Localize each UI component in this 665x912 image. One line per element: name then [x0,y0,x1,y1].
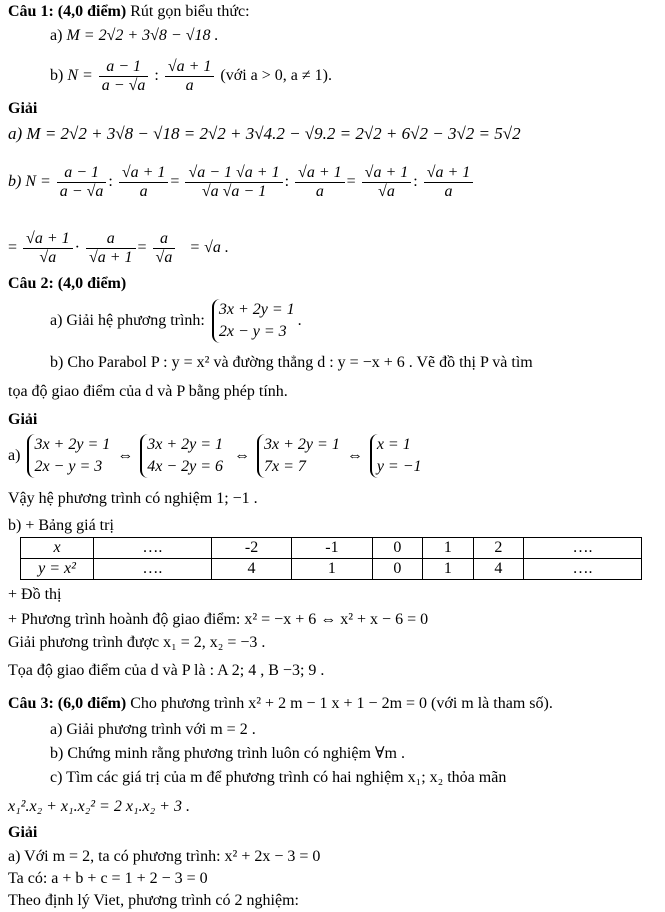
s1-part-b-line2: = $\frac{√a + 1}{√a}$ · $\frac{a}{√a + 1}$ = $\frac{a}{√a}$ = √a . [8,229,229,266]
s3-heading: Giải [8,824,38,841]
s2-heading: Giải [8,411,38,428]
s2-graph-label: + Đồ thị [8,586,62,603]
s2-points-line: Tọa độ giao điểm của d và P là : A 2; 4 , B −3; 9 . [8,662,325,679]
q1-part-a: a) M = 2√2 + 3√8 − √18 . [50,27,219,44]
s2-intersection-equation: + Phương trình hoành độ giao điểm: x² = −x + 6 ⇔ x² + x − 6 = 0 [8,611,429,628]
s3-line3: Theo định lý Viet, phương trình có 2 nghiệm: [8,892,299,909]
q3-part-b: b) Chứng minh rằng phương trình luôn có nghiệm ∀m . [50,745,405,762]
s1-heading: Giải [8,100,38,117]
q2-part-b-line1: b) Cho Parabol P : y = x² và đường thẳng d : y = −x + 6 . Vẽ đồ thị P và tìm [50,354,533,371]
s3-line2: Ta có: a + b + c = 1 + 2 − 3 = 0 [8,870,208,887]
q3-part-c-line1: c) Tìm các giá trị của m để phương trình có hai nghiệm x₁; x₂ thỏa mãn [50,769,507,786]
q1-heading: Câu 1: (4,0 điểm) Rút gọn biểu thức: [8,3,250,20]
q2-part-a: a) Giải hệ phương trình: 3x + 2y = 1 2x − y = 3 . [50,297,302,345]
s1-part-b-line1: b) N = $\frac{a - 1}{a - √a}$ : $\frac{√a + 1}{a}$ = $\frac{√a - 1 √a + 1}{√a √a - 1}$ : $\frac{√a + 1}{a}$ = $\frac{√a + 1}{√a}$ : $\frac{√a + 1}{a}$ [8,160,475,204]
s2-table-label: b) + Bảng giá trị [8,517,114,534]
s2-solve-line: Giải phương trình được x₁ = 2, x₂ = −3 . [8,634,266,651]
q3-part-a: a) Giải phương trình với m = 2 . [50,721,256,738]
s3-line1: a) Với m = 2, ta có phương trình: x² + 2x − 3 = 0 [8,848,321,865]
s2-part-a-system: a) 3x + 2y = 1 2x − y = 3 ⇔ 3x + 2y = 1 4x − 2y = 6 ⇔ 3x + 2y = 1 7x = 7 ⇔ x = 1 y = −1 [8,432,425,480]
s2-conclusion: Vậy hệ phương trình có nghiệm 1; −1 . [8,490,258,507]
q2-part-b-line2: tọa độ giao điểm của d và P bằng phép tính. [8,383,288,400]
q3-part-c-line2: x₁².x₂ + x₁.x₂² = 2 x₁.x₂ + 3 . [8,798,190,815]
q2-heading: Câu 2: (4,0 điểm) [8,275,127,292]
q3-heading: Câu 3: (6,0 điểm) Cho phương trình x² + 2 m − 1 x + 1 − 2m = 0 (với m là tham số). [8,695,553,712]
s1-part-a: a) M = 2√2 + 3√8 − √18 = 2√2 + 3√4.2 − √9.2 = 2√2 + 6√2 − 3√2 = 5√2 [8,124,521,143]
q1-part-b: b) N = $\frac{a - 1}{a - √a}$ : $\frac{√a + 1}{a}$ (với a > 0, a ≠ 1). [50,57,332,94]
value-table [20,537,642,580]
table-row: x …. -2 -1 0 1 2 …. [21,538,642,559]
table-row: y = x² …. 4 1 0 1 4 …. [21,559,642,580]
